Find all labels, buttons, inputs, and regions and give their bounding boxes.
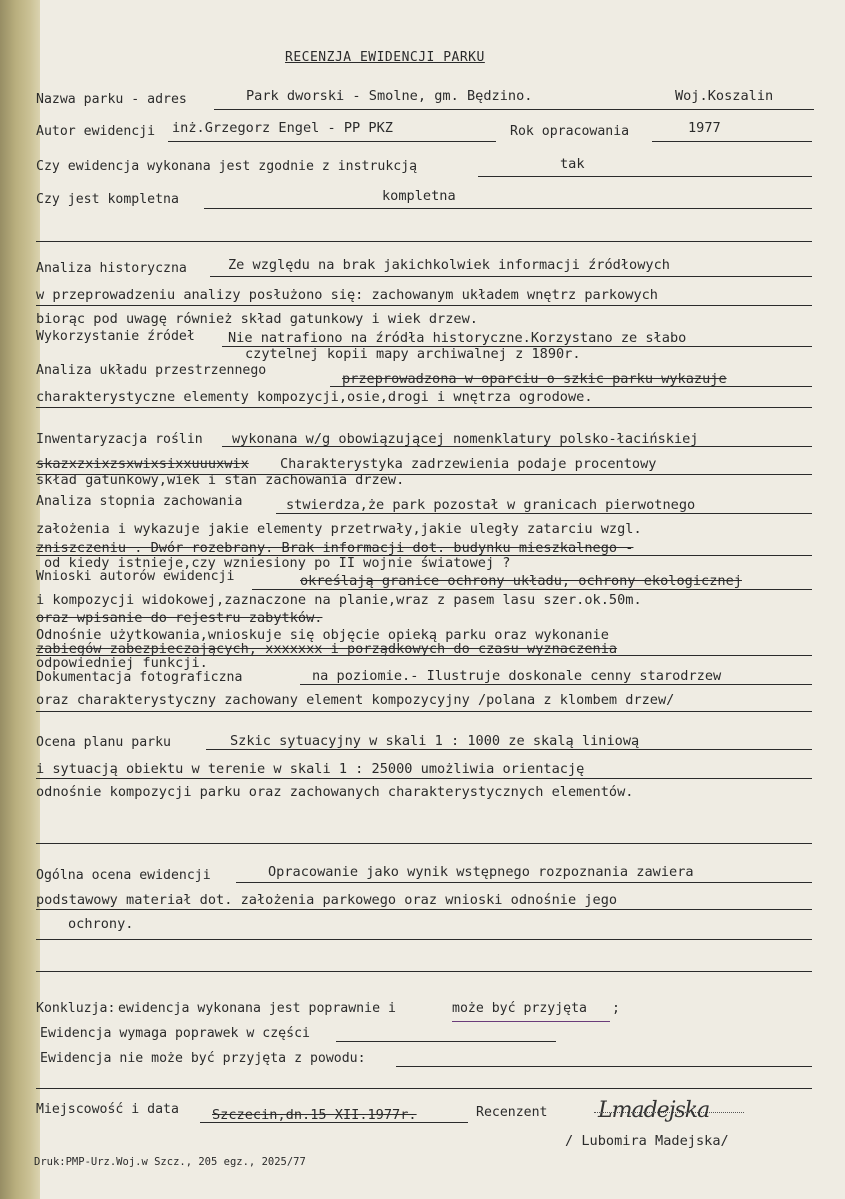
inventory-line-1: wykonana w/g obowiązującej nomenklatury polsko-łacińskiej — [232, 431, 699, 447]
blank-line-2 — [36, 843, 812, 844]
blank-line-4 — [36, 971, 812, 972]
plan-line-1: Szkic sytuacyjny w skali 1 : 1000 ze skalą liniową — [230, 733, 640, 749]
print-footer: Druk:PMP-Urz.Woj.w Szcz., 205 egz., 2025/77 — [34, 1156, 306, 1168]
historical-label: Analiza historyczna — [36, 261, 187, 276]
inventory-line-2-struck: skazxzxixzsxwixsixxuuuxwix — [36, 456, 249, 472]
historical-line-2-rule — [36, 305, 812, 306]
historical-line-1: Ze względu na brak jakichkolwiek informacji źródłowych — [228, 257, 670, 273]
conclusions-label: Wnioski autorów ewidencji — [36, 569, 235, 584]
place-date-label: Miejscowość i data — [36, 1102, 179, 1117]
usage-line-2: zabiegów zabezpieczających, xxxxxxx i porządkowych do czasu wyznaczenia — [36, 641, 618, 657]
page-title: RECENZJA EWIDENCJI PARKU — [285, 50, 485, 65]
author-label: Autor ewidencji — [36, 124, 156, 139]
year-value: 1977 — [688, 120, 721, 136]
photo-line-2-rule — [36, 711, 812, 712]
adhesive-tape-strip — [0, 0, 40, 1199]
overall-label: Ogólna ocena ewidencji — [36, 868, 211, 883]
historical-line-3: biorąc pod uwagę również skład gatunkowy i wiek drzew. — [36, 311, 478, 327]
author-line — [168, 141, 496, 142]
photo-line-1: na poziomie.- Ilustruje doskonale cenny starodrzew — [312, 668, 722, 684]
historical-line-2: w przeprowadzeniu analizy posłużono się: zachowanym układem wnętrz parkowych — [36, 287, 658, 303]
overall-line-2: podstawowy materiał dot. założenia parkowego oraz wnioski odnośnie jego — [36, 892, 618, 908]
sources-label: Wykorzystanie źródeł — [36, 329, 195, 344]
conclusions-line-1-rule — [252, 589, 812, 590]
conclusion-option-3-rule — [396, 1066, 812, 1067]
sources-line-2: czytelnej kopii mapy archiwalnej z 1890r. — [245, 346, 581, 362]
conclusion-option-3: Ewidencja nie może być przyjęta z powodu: — [40, 1051, 366, 1066]
plan-line-2: i sytuacją obiektu w terenie w skali 1 : 25000 umożliwia orientację — [36, 761, 585, 777]
place-date-value: Szczecin,dn.15 XII.1977r. — [212, 1107, 417, 1123]
instruction-value: tak — [560, 156, 585, 172]
complete-line — [204, 208, 812, 209]
overall-line-1-rule — [236, 882, 812, 883]
spatial-line-2: charakterystyczne elementy kompozycji,osie,drogi i wnętrza ogrodowe. — [36, 389, 593, 405]
conclusion-option-2: Ewidencja wymaga poprawek w części — [40, 1026, 310, 1041]
year-label: Rok opracowania — [510, 124, 630, 139]
blank-line-3 — [36, 939, 812, 940]
preservation-line-3: zniszczeniu . Dwór rozebrany. Brak informacji dot. budynku mieszkalnego - — [36, 540, 634, 556]
conclusion-label: Konkluzja: — [36, 1001, 116, 1016]
year-line — [652, 141, 812, 142]
conclusions-line-2: i kompozycji widokowej,zaznaczone na planie,wraz z pasem lasu szer.ok.50m. — [36, 592, 642, 608]
park-name-value: Park dworski - Smolne, gm. Będzino. — [246, 88, 533, 104]
reviewer-name: / Lubomira Madejska/ — [565, 1133, 729, 1149]
spatial-line-1: przeprowadzona w oparciu o szkic parku wykazuje — [342, 371, 727, 387]
sources-line-1: Nie natrafiono na źródła historyczne.Korzystano ze słabo — [228, 330, 687, 346]
overall-line-1: Opracowanie jako wynik wstępnego rozpoznania zawiera — [268, 864, 694, 880]
preservation-line-1-rule — [276, 513, 812, 514]
inventory-line-3: skład gatunkowy,wiek i stan zachowania drzew. — [36, 472, 405, 488]
conclusion-option-1-start: ewidencja wykonana jest poprawnie i — [118, 1001, 396, 1016]
park-name-line — [214, 109, 814, 110]
conclusion-option-2-rule — [336, 1041, 556, 1042]
usage-line-1: Odnośnie użytkowania,wnioskuje się objęcie opieką parku oraz wykonanie — [36, 627, 609, 643]
inventory-line-1-rule — [222, 446, 812, 447]
preservation-line-1: stwierdza,że park pozostał w granicach pierwotnego — [286, 497, 696, 513]
plan-line-1-rule — [206, 749, 812, 750]
conclusion-option-1-accept: może być przyjęta — [452, 1001, 587, 1016]
complete-label: Czy jest kompletna — [36, 192, 179, 207]
park-name-label: Nazwa parku - adres — [36, 92, 187, 107]
reviewer-signature: Lmadejska — [598, 1098, 710, 1123]
blank-line-1 — [36, 241, 812, 242]
instruction-label: Czy ewidencja wykonana jest zgodnie z instrukcją — [36, 159, 418, 174]
plan-label: Ocena planu parku — [36, 735, 171, 750]
preservation-label: Analiza stopnia zachowania — [36, 494, 243, 509]
overall-line-3: ochrony. — [68, 916, 134, 932]
plan-line-3: odnośnie kompozycji parku oraz zachowanych charakterystycznych elementów. — [36, 784, 634, 800]
instruction-line — [478, 176, 812, 177]
signature-line — [594, 1112, 744, 1113]
blank-line-5 — [36, 1088, 812, 1089]
plan-line-2-rule — [36, 778, 812, 779]
park-voivodeship: Woj.Koszalin — [675, 88, 774, 104]
place-date-rule — [200, 1122, 468, 1123]
author-value: inż.Grzegorz Engel - PP PKZ — [172, 120, 393, 136]
photo-line-1-rule — [300, 684, 812, 685]
conclusions-line-1: określają granice ochrony układu, ochrony ekologicznej — [300, 573, 742, 589]
inventory-label: Inwentaryzacja roślin — [36, 432, 203, 447]
conclusion-option-1-end: ; — [612, 1001, 620, 1016]
accept-underline-mark — [452, 1021, 610, 1022]
usage-line-3: odpowiedniej funkcji. — [36, 655, 208, 671]
conclusions-line-3: oraz wpisanie do rejestru zabytków. — [36, 610, 323, 626]
preservation-line-2: założenia i wykazuje jakie elementy przetrwały,jakie uległy zatarciu wzgl. — [36, 521, 642, 537]
reviewer-label: Recenzent — [476, 1105, 548, 1120]
photo-label: Dokumentacja fotograficzna — [36, 670, 243, 685]
preservation-line-4: od kiedy istnieje,czy wzniesiony po II wojnie światowej ? — [44, 555, 511, 571]
spatial-line-1-rule — [330, 386, 812, 387]
complete-value: kompletna — [382, 188, 456, 204]
historical-line-1-rule — [210, 276, 812, 277]
spatial-line-2-rule — [36, 407, 812, 408]
overall-line-2-rule — [36, 909, 812, 910]
spatial-label: Analiza układu przestrzennego — [36, 363, 267, 378]
photo-line-2: oraz charakterystyczny zachowany element kompozycyjny /polana z klombem drzew/ — [36, 692, 675, 708]
inventory-line-2: Charakterystyka zadrzewienia podaje procentowy — [280, 456, 657, 472]
